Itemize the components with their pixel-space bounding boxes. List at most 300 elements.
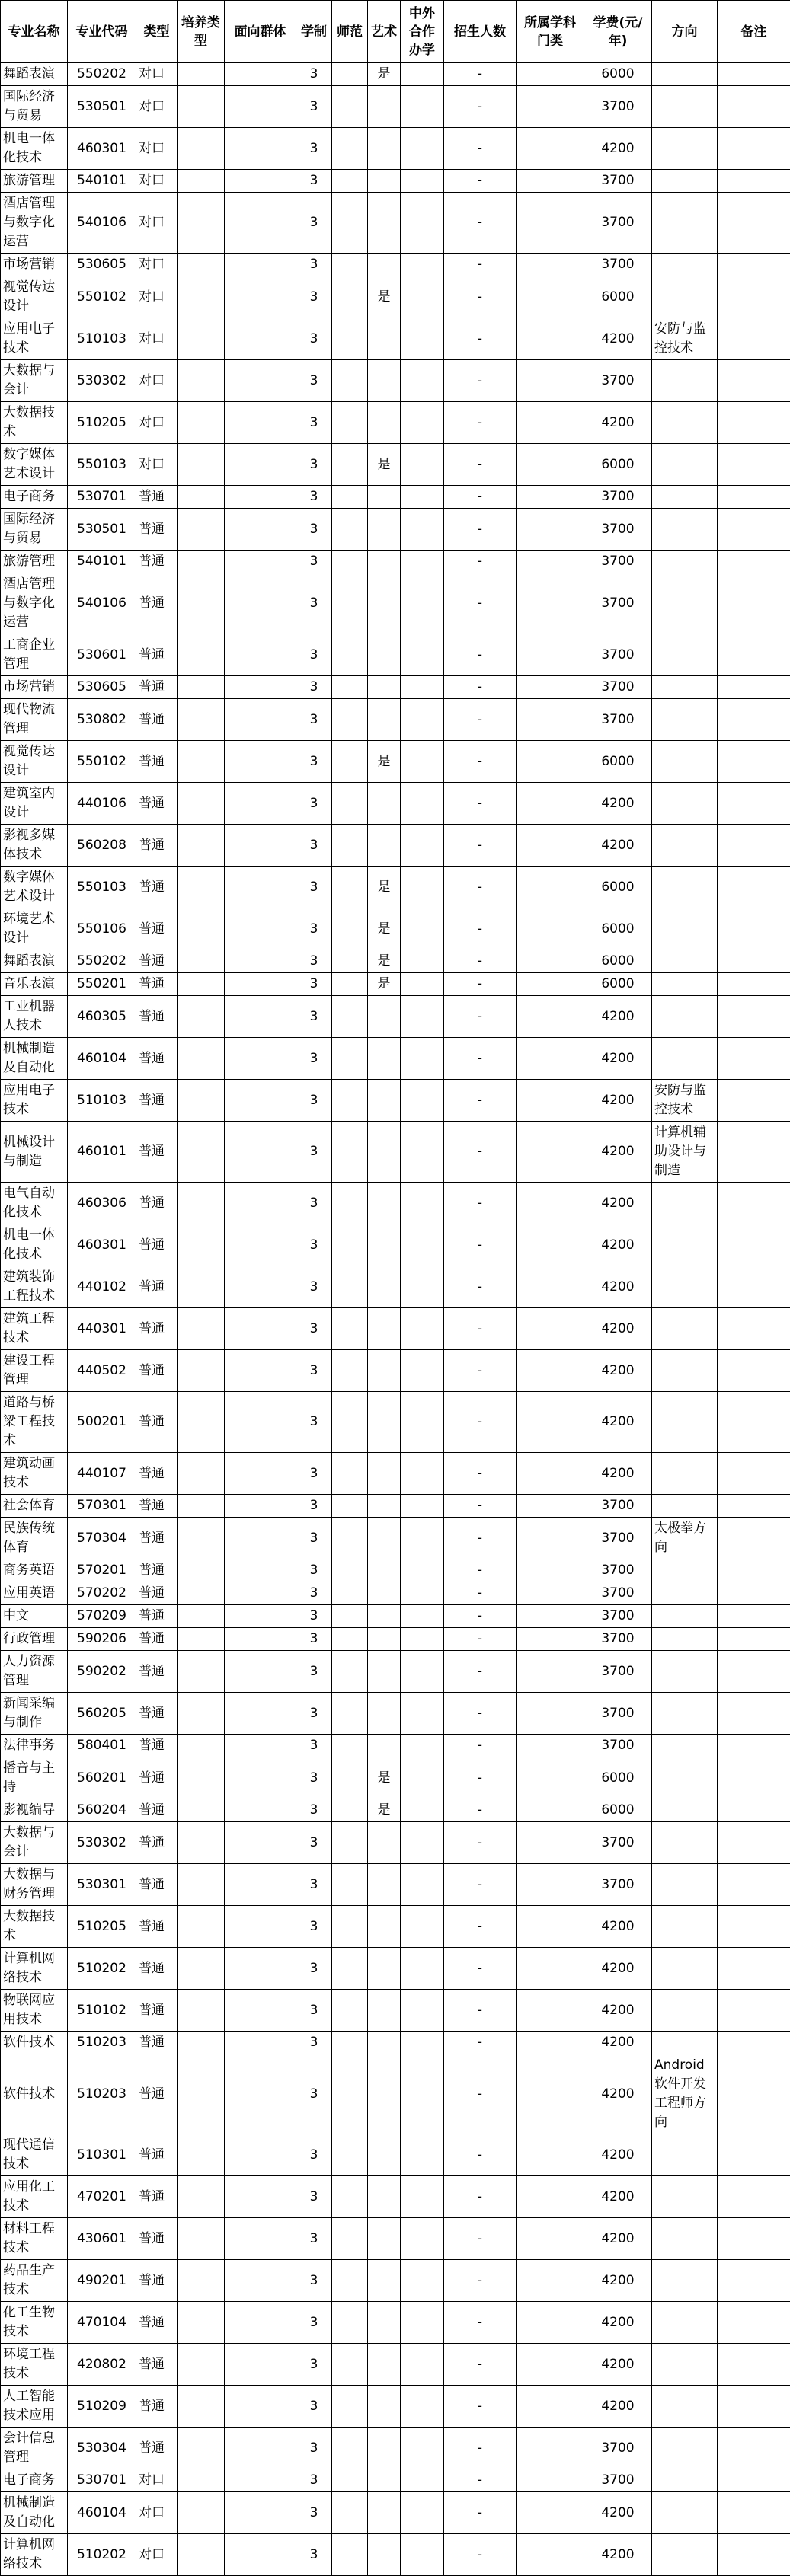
tuition-cell: 6000 xyxy=(584,908,652,950)
discipline-cell xyxy=(517,1822,584,1864)
direction-cell xyxy=(652,2469,718,2492)
duration-cell: 3 xyxy=(296,2032,332,2054)
major-name-cell: 中文 xyxy=(1,1605,68,1628)
art-cell: 是 xyxy=(368,867,401,908)
normal-cell xyxy=(332,63,368,86)
major-code-cell: 570209 xyxy=(68,1605,136,1628)
type-cell: 对口 xyxy=(136,360,178,402)
direction-cell xyxy=(652,908,718,950)
art-cell xyxy=(368,2260,401,2302)
direction-cell xyxy=(652,1651,718,1693)
tuition-cell: 3700 xyxy=(584,509,652,551)
major-name-cell: 商务英语 xyxy=(1,1559,68,1582)
art-cell xyxy=(368,1266,401,1308)
table-row xyxy=(1,2344,790,2386)
target-group-cell xyxy=(225,551,296,573)
normal-cell xyxy=(332,2134,368,2176)
joint-program-cell xyxy=(401,402,444,444)
enrollment-cell: - xyxy=(444,2428,517,2469)
training-type-cell xyxy=(178,2032,225,2054)
joint-program-cell xyxy=(401,699,444,741)
major-code-cell: 510301 xyxy=(68,2134,136,2176)
enrollment-cell: - xyxy=(444,1308,517,1350)
duration-cell: 3 xyxy=(296,950,332,973)
joint-program-cell xyxy=(401,444,444,486)
remarks-cell xyxy=(718,2176,790,2218)
joint-program-cell xyxy=(401,1822,444,1864)
target-group-cell xyxy=(225,402,296,444)
major-code-cell: 530605 xyxy=(68,676,136,699)
tuition-cell: 3700 xyxy=(584,1495,652,1518)
duration-cell: 3 xyxy=(296,1906,332,1948)
joint-program-cell xyxy=(401,2218,444,2260)
direction-cell xyxy=(652,1308,718,1350)
normal-cell xyxy=(332,1822,368,1864)
tuition-cell: 6000 xyxy=(584,950,652,973)
tuition-cell: 4200 xyxy=(584,1224,652,1266)
discipline-cell xyxy=(517,360,584,402)
type-cell: 普通 xyxy=(136,908,178,950)
remarks-cell xyxy=(718,1735,790,1757)
major-code-cell: 570202 xyxy=(68,1582,136,1605)
discipline-cell xyxy=(517,128,584,170)
target-group-cell xyxy=(225,2534,296,2576)
joint-program-cell xyxy=(401,908,444,950)
art-cell xyxy=(368,1559,401,1582)
normal-cell xyxy=(332,1308,368,1350)
normal-cell xyxy=(332,1080,368,1122)
target-group-cell xyxy=(225,699,296,741)
table-row xyxy=(1,1308,790,1350)
major-name-cell: 新闻采编与制作 xyxy=(1,1693,68,1735)
major-name-cell: 应用英语 xyxy=(1,1582,68,1605)
target-group-cell xyxy=(225,908,296,950)
major-code-cell: 540101 xyxy=(68,170,136,193)
remarks-cell xyxy=(718,2134,790,2176)
enrollment-cell: - xyxy=(444,402,517,444)
enrollment-cell: - xyxy=(444,128,517,170)
art-cell xyxy=(368,2534,401,2576)
major-code-cell: 510103 xyxy=(68,318,136,360)
type-cell: 普通 xyxy=(136,2344,178,2386)
direction-cell: 计算机辅助设计与制造 xyxy=(652,1122,718,1183)
duration-cell: 3 xyxy=(296,551,332,573)
target-group-cell xyxy=(225,1822,296,1864)
remarks-cell xyxy=(718,1628,790,1651)
target-group-cell xyxy=(225,783,296,825)
joint-program-cell xyxy=(401,2032,444,2054)
table-row xyxy=(1,2218,790,2260)
discipline-cell xyxy=(517,1224,584,1266)
normal-cell xyxy=(332,86,368,128)
normal-cell xyxy=(332,908,368,950)
enrollment-cell: - xyxy=(444,1948,517,1990)
tuition-cell: 4200 xyxy=(584,1183,652,1224)
training-type-cell xyxy=(178,741,225,783)
training-type-cell xyxy=(178,1906,225,1948)
major-name-cell: 机械制造及自动化 xyxy=(1,1038,68,1080)
discipline-cell xyxy=(517,1799,584,1822)
major-code-cell: 440106 xyxy=(68,783,136,825)
type-cell: 对口 xyxy=(136,444,178,486)
major-code-cell: 510203 xyxy=(68,2032,136,2054)
discipline-cell xyxy=(517,509,584,551)
tuition-cell: 3700 xyxy=(584,1735,652,1757)
type-cell: 普通 xyxy=(136,1266,178,1308)
art-cell: 是 xyxy=(368,908,401,950)
enrollment-cell: - xyxy=(444,1864,517,1906)
training-type-cell xyxy=(178,1864,225,1906)
joint-program-cell xyxy=(401,1651,444,1693)
normal-cell xyxy=(332,1693,368,1735)
training-type-cell xyxy=(178,950,225,973)
remarks-cell xyxy=(718,193,790,254)
tuition-cell: 4200 xyxy=(584,1308,652,1350)
art-cell xyxy=(368,86,401,128)
enrollment-cell: - xyxy=(444,699,517,741)
direction-cell xyxy=(652,996,718,1038)
remarks-cell xyxy=(718,634,790,676)
duration-cell: 3 xyxy=(296,276,332,318)
col-header-training-type: 培养类型 xyxy=(178,1,225,63)
normal-cell xyxy=(332,318,368,360)
discipline-cell xyxy=(517,2469,584,2492)
major-code-cell: 580401 xyxy=(68,1735,136,1757)
training-type-cell xyxy=(178,193,225,254)
normal-cell xyxy=(332,486,368,509)
tuition-cell: 3700 xyxy=(584,86,652,128)
target-group-cell xyxy=(225,996,296,1038)
remarks-cell xyxy=(718,1183,790,1224)
table-row xyxy=(1,2176,790,2218)
table-row xyxy=(1,634,790,676)
discipline-cell xyxy=(517,1453,584,1495)
enrollment-cell: - xyxy=(444,1735,517,1757)
remarks-cell xyxy=(718,2428,790,2469)
art-cell xyxy=(368,509,401,551)
major-code-cell: 510202 xyxy=(68,2534,136,2576)
training-type-cell xyxy=(178,2492,225,2534)
target-group-cell xyxy=(225,1799,296,1822)
duration-cell: 3 xyxy=(296,1518,332,1559)
art-cell xyxy=(368,825,401,867)
discipline-cell xyxy=(517,1693,584,1735)
major-name-cell: 药品生产技术 xyxy=(1,2260,68,2302)
type-cell: 对口 xyxy=(136,170,178,193)
duration-cell: 3 xyxy=(296,676,332,699)
major-name-cell: 市场营销 xyxy=(1,676,68,699)
training-type-cell xyxy=(178,1822,225,1864)
direction-cell xyxy=(652,2534,718,2576)
normal-cell xyxy=(332,1392,368,1453)
normal-cell xyxy=(332,1559,368,1582)
duration-cell: 3 xyxy=(296,444,332,486)
major-name-cell: 酒店管理与数字化运营 xyxy=(1,573,68,634)
table-row xyxy=(1,1392,790,1453)
table-row xyxy=(1,676,790,699)
duration-cell: 3 xyxy=(296,908,332,950)
direction-cell xyxy=(652,1495,718,1518)
tuition-cell: 4200 xyxy=(584,1266,652,1308)
discipline-cell xyxy=(517,676,584,699)
type-cell: 普通 xyxy=(136,2032,178,2054)
type-cell: 普通 xyxy=(136,1122,178,1183)
major-code-cell: 550103 xyxy=(68,444,136,486)
type-cell: 普通 xyxy=(136,551,178,573)
enrollment-cell: - xyxy=(444,1122,517,1183)
enrollment-cell: - xyxy=(444,2469,517,2492)
discipline-cell xyxy=(517,2302,584,2344)
enrollment-cell: - xyxy=(444,193,517,254)
table-row xyxy=(1,950,790,973)
training-type-cell xyxy=(178,128,225,170)
remarks-cell xyxy=(718,973,790,996)
art-cell xyxy=(368,1864,401,1906)
major-name-cell: 计算机网络技术 xyxy=(1,1948,68,1990)
normal-cell xyxy=(332,2344,368,2386)
remarks-cell xyxy=(718,1308,790,1350)
table-row xyxy=(1,867,790,908)
tuition-cell: 3700 xyxy=(584,1822,652,1864)
discipline-cell xyxy=(517,996,584,1038)
major-code-cell: 540101 xyxy=(68,551,136,573)
duration-cell: 3 xyxy=(296,1183,332,1224)
training-type-cell xyxy=(178,1038,225,1080)
enrollment-cell: - xyxy=(444,634,517,676)
art-cell xyxy=(368,1990,401,2032)
major-code-cell: 560204 xyxy=(68,1799,136,1822)
tuition-cell: 3700 xyxy=(584,2428,652,2469)
col-header-direction: 方向 xyxy=(652,1,718,63)
type-cell: 普通 xyxy=(136,950,178,973)
type-cell: 普通 xyxy=(136,2176,178,2218)
direction-cell xyxy=(652,1628,718,1651)
remarks-cell xyxy=(718,741,790,783)
normal-cell xyxy=(332,1651,368,1693)
target-group-cell xyxy=(225,1582,296,1605)
training-type-cell xyxy=(178,63,225,86)
col-header-target-group: 面向群体 xyxy=(225,1,296,63)
enrollment-cell: - xyxy=(444,1799,517,1822)
major-name-cell: 机械制造及自动化 xyxy=(1,2492,68,2534)
art-cell xyxy=(368,1038,401,1080)
training-type-cell xyxy=(178,573,225,634)
major-name-cell: 舞蹈表演 xyxy=(1,950,68,973)
tuition-cell: 3700 xyxy=(584,1605,652,1628)
tuition-cell: 4200 xyxy=(584,1948,652,1990)
tuition-cell: 4200 xyxy=(584,783,652,825)
type-cell: 普通 xyxy=(136,1799,178,1822)
major-code-cell: 510203 xyxy=(68,2054,136,2134)
type-cell: 普通 xyxy=(136,783,178,825)
training-type-cell xyxy=(178,699,225,741)
direction-cell xyxy=(652,1392,718,1453)
enrollment-cell: - xyxy=(444,444,517,486)
tuition-cell: 4200 xyxy=(584,2218,652,2260)
target-group-cell xyxy=(225,444,296,486)
remarks-cell xyxy=(718,486,790,509)
direction-cell xyxy=(652,1864,718,1906)
table-row xyxy=(1,1559,790,1582)
major-name-cell: 建筑动画技术 xyxy=(1,1453,68,1495)
direction-cell: Android软件开发工程师方向 xyxy=(652,2054,718,2134)
enrollment-cell: - xyxy=(444,2176,517,2218)
major-code-cell: 530304 xyxy=(68,2428,136,2469)
major-code-cell: 550102 xyxy=(68,276,136,318)
tuition-cell: 6000 xyxy=(584,867,652,908)
major-name-cell: 行政管理 xyxy=(1,1628,68,1651)
major-name-cell: 旅游管理 xyxy=(1,551,68,573)
major-code-cell: 460301 xyxy=(68,128,136,170)
tuition-cell: 4200 xyxy=(584,2032,652,2054)
table-row xyxy=(1,1948,790,1990)
joint-program-cell xyxy=(401,128,444,170)
direction-cell xyxy=(652,63,718,86)
enrollment-cell: - xyxy=(444,2344,517,2386)
major-name-cell: 舞蹈表演 xyxy=(1,63,68,86)
major-code-cell: 460104 xyxy=(68,1038,136,1080)
training-type-cell xyxy=(178,1990,225,2032)
enrollment-cell: - xyxy=(444,1757,517,1799)
discipline-cell xyxy=(517,1948,584,1990)
major-name-cell: 人工智能技术应用 xyxy=(1,2386,68,2428)
joint-program-cell xyxy=(401,2386,444,2428)
remarks-cell xyxy=(718,1122,790,1183)
major-name-cell: 音乐表演 xyxy=(1,973,68,996)
col-header-joint-program: 中外合作办学 xyxy=(401,1,444,63)
enrollment-cell: - xyxy=(444,360,517,402)
training-type-cell xyxy=(178,2469,225,2492)
major-name-cell: 播音与主持 xyxy=(1,1757,68,1799)
joint-program-cell xyxy=(401,2260,444,2302)
enrollment-cell: - xyxy=(444,1518,517,1559)
joint-program-cell xyxy=(401,1693,444,1735)
direction-cell xyxy=(652,2386,718,2428)
major-name-cell: 旅游管理 xyxy=(1,170,68,193)
target-group-cell xyxy=(225,1495,296,1518)
training-type-cell xyxy=(178,86,225,128)
table-row xyxy=(1,1757,790,1799)
remarks-cell xyxy=(718,2218,790,2260)
enrollment-cell: - xyxy=(444,2134,517,2176)
table-row xyxy=(1,170,790,193)
target-group-cell xyxy=(225,86,296,128)
discipline-cell xyxy=(517,825,584,867)
training-type-cell xyxy=(178,318,225,360)
direction-cell xyxy=(652,86,718,128)
discipline-cell xyxy=(517,2218,584,2260)
type-cell: 对口 xyxy=(136,128,178,170)
art-cell xyxy=(368,996,401,1038)
type-cell: 普通 xyxy=(136,973,178,996)
major-name-cell: 大数据与会计 xyxy=(1,1822,68,1864)
target-group-cell xyxy=(225,486,296,509)
normal-cell xyxy=(332,276,368,318)
remarks-cell xyxy=(718,2534,790,2576)
table-row xyxy=(1,2302,790,2344)
normal-cell xyxy=(332,676,368,699)
table-row xyxy=(1,1080,790,1122)
discipline-cell xyxy=(517,741,584,783)
duration-cell: 3 xyxy=(296,486,332,509)
major-name-cell: 会计信息管理 xyxy=(1,2428,68,2469)
training-type-cell xyxy=(178,1518,225,1559)
target-group-cell xyxy=(225,1518,296,1559)
joint-program-cell xyxy=(401,2054,444,2134)
normal-cell xyxy=(332,444,368,486)
discipline-cell xyxy=(517,699,584,741)
training-type-cell xyxy=(178,2218,225,2260)
direction-cell xyxy=(652,1948,718,1990)
type-cell: 普通 xyxy=(136,509,178,551)
table-row xyxy=(1,2054,790,2134)
art-cell xyxy=(368,1735,401,1757)
major-code-cell: 560201 xyxy=(68,1757,136,1799)
normal-cell xyxy=(332,973,368,996)
major-name-cell: 国际经济与贸易 xyxy=(1,86,68,128)
discipline-cell xyxy=(517,908,584,950)
enrollment-cell: - xyxy=(444,1990,517,2032)
training-type-cell xyxy=(178,444,225,486)
major-code-cell: 510205 xyxy=(68,1906,136,1948)
target-group-cell xyxy=(225,1350,296,1392)
remarks-cell xyxy=(718,1948,790,1990)
normal-cell xyxy=(332,2386,368,2428)
target-group-cell xyxy=(225,2386,296,2428)
direction-cell: 太极拳方向 xyxy=(652,1518,718,1559)
discipline-cell xyxy=(517,2176,584,2218)
duration-cell: 3 xyxy=(296,634,332,676)
major-name-cell: 法律事务 xyxy=(1,1735,68,1757)
normal-cell xyxy=(332,128,368,170)
training-type-cell xyxy=(178,2134,225,2176)
target-group-cell xyxy=(225,254,296,276)
target-group-cell xyxy=(225,2428,296,2469)
remarks-cell xyxy=(718,2492,790,2534)
tuition-cell: 4200 xyxy=(584,2534,652,2576)
duration-cell: 3 xyxy=(296,1350,332,1392)
enrollment-cell: - xyxy=(444,170,517,193)
major-code-cell: 510202 xyxy=(68,1948,136,1990)
normal-cell xyxy=(332,402,368,444)
remarks-cell xyxy=(718,1350,790,1392)
tuition-cell: 4200 xyxy=(584,996,652,1038)
major-name-cell: 工业机器人技术 xyxy=(1,996,68,1038)
remarks-cell xyxy=(718,276,790,318)
normal-cell xyxy=(332,783,368,825)
direction-cell xyxy=(652,783,718,825)
target-group-cell xyxy=(225,1183,296,1224)
direction-cell xyxy=(652,573,718,634)
duration-cell: 3 xyxy=(296,1990,332,2032)
direction-cell xyxy=(652,1582,718,1605)
art-cell xyxy=(368,1582,401,1605)
tuition-cell: 3700 xyxy=(584,1559,652,1582)
type-cell: 对口 xyxy=(136,276,178,318)
major-code-cell: 530501 xyxy=(68,86,136,128)
major-code-cell: 540106 xyxy=(68,193,136,254)
art-cell xyxy=(368,2134,401,2176)
discipline-cell xyxy=(517,1864,584,1906)
training-type-cell xyxy=(178,1183,225,1224)
art-cell xyxy=(368,676,401,699)
discipline-cell xyxy=(517,783,584,825)
tuition-cell: 4200 xyxy=(584,2344,652,2386)
discipline-cell xyxy=(517,1518,584,1559)
table-row xyxy=(1,486,790,509)
enrollment-cell: - xyxy=(444,1392,517,1453)
duration-cell: 3 xyxy=(296,867,332,908)
